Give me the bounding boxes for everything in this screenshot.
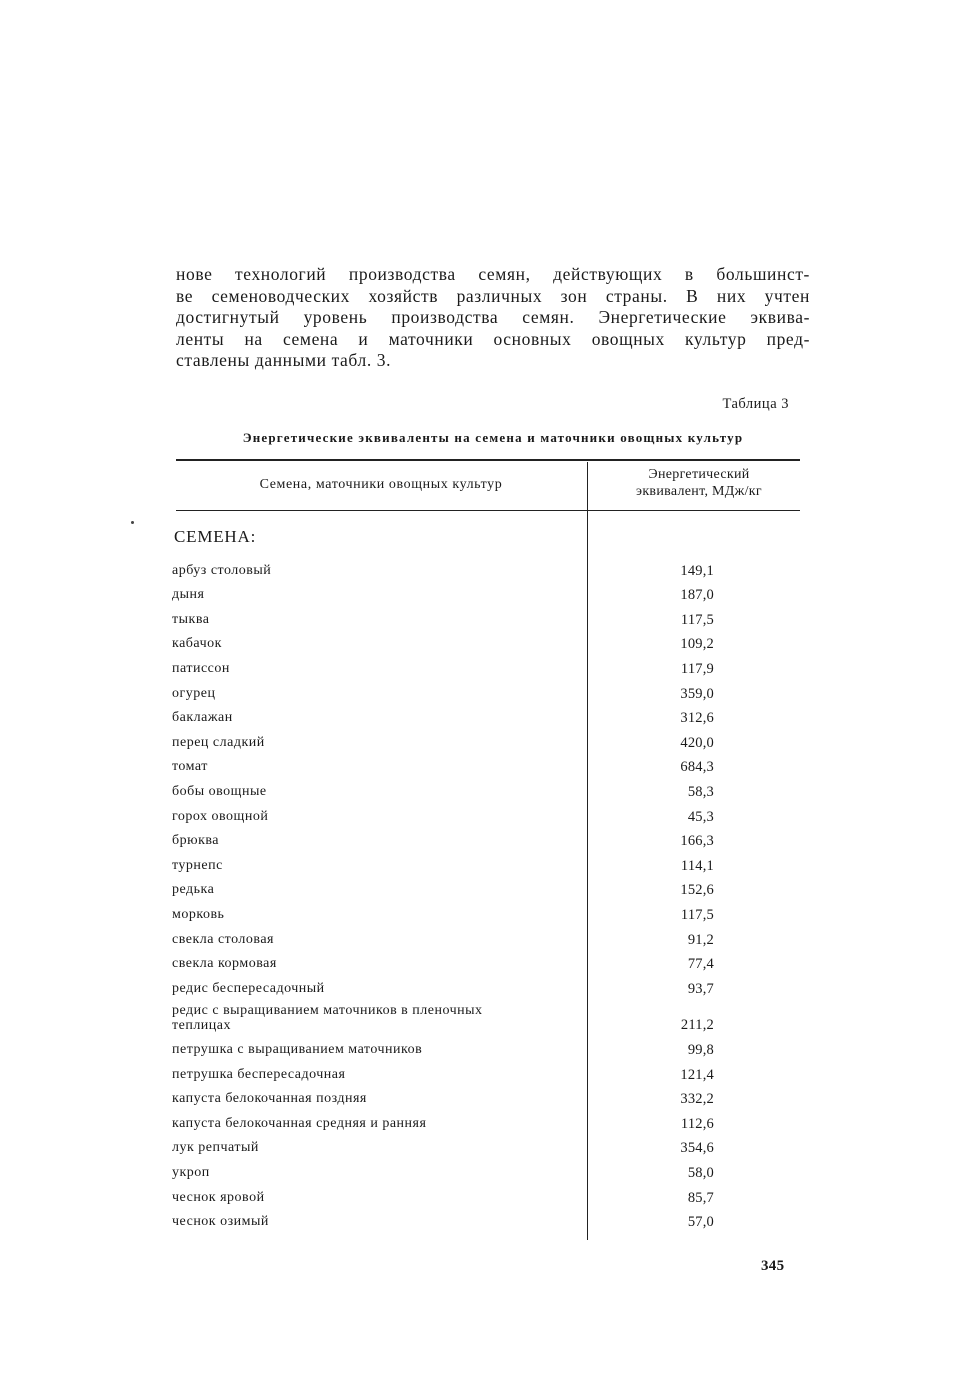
energy-value: 420,0	[680, 734, 714, 751]
table-row	[172, 557, 732, 582]
energy-value: 114,1	[680, 857, 714, 874]
energy-value: 117,5	[680, 611, 714, 628]
table-row	[172, 680, 732, 705]
energy-value: 359,0	[680, 685, 714, 702]
energy-value: 93,7	[687, 980, 714, 997]
crop-name-line2: теплицах	[172, 1018, 232, 1034]
table-row	[172, 926, 732, 951]
crop-name: чеснок озимый	[172, 1214, 269, 1230]
intro-line: достигнутый уровень производства семян. Энергетические эквива-	[176, 307, 810, 327]
table-row	[172, 1061, 732, 1086]
table-row	[172, 803, 732, 828]
energy-value: 77,4	[687, 956, 714, 973]
crop-name: арбуз столовый	[172, 562, 272, 578]
table-row	[172, 1135, 732, 1160]
crop-name: томат	[172, 759, 208, 775]
energy-value: 112,6	[680, 1115, 714, 1132]
crop-name: свекла кормовая	[172, 956, 277, 972]
crop-name: редька	[172, 882, 215, 898]
crop-name: перец сладкий	[172, 734, 265, 750]
table-top-rule	[176, 459, 800, 461]
crop-name: огурец	[172, 685, 216, 701]
section-label-seeds: СЕМЕНА:	[174, 527, 257, 546]
table-row	[172, 951, 732, 976]
column-header-energy-line2: эквивалент, МДж/кг	[636, 484, 762, 499]
scan-speck	[131, 521, 134, 524]
crop-name: петрушка беспересадочная	[172, 1066, 346, 1082]
table-row	[172, 975, 732, 1000]
crop-name: тыква	[172, 611, 210, 627]
crop-name: турнепс	[172, 857, 223, 873]
column-header-crops: Семена, маточники овощных культур	[259, 477, 503, 492]
intro-line: ве семеноводческих хозяйств различных зон страны. В них учтен	[176, 285, 810, 306]
crop-name-line1: редис с выращиванием маточников в пленочных	[172, 1003, 483, 1019]
crop-name: капуста белокочанная поздняя	[172, 1091, 367, 1107]
table-row	[172, 582, 732, 607]
table-row	[172, 1159, 732, 1184]
table-title: Энергетические эквиваленты на семена и маточники овощных культур	[242, 430, 744, 445]
crop-name: кабачок	[172, 636, 222, 652]
table-number-label: Таблица 3	[722, 396, 789, 412]
energy-value: 58,0	[687, 1164, 714, 1181]
energy-value: 187,0	[680, 587, 714, 604]
table-row	[172, 631, 732, 656]
table-row	[172, 1086, 732, 1111]
crop-name: дыня	[172, 587, 205, 603]
energy-value: 166,3	[680, 833, 714, 850]
crop-name: морковь	[172, 906, 225, 922]
energy-value: 211,2	[680, 1017, 714, 1034]
energy-value: 312,6	[680, 710, 714, 727]
energy-value: 684,3	[680, 759, 714, 776]
table-row	[172, 1184, 732, 1209]
energy-value: 121,4	[680, 1066, 714, 1083]
table-row	[172, 729, 732, 754]
table-header-rule	[176, 510, 800, 511]
intro-line: ставлены данными табл. 3.	[176, 350, 392, 370]
energy-value: 149,1	[680, 562, 714, 579]
crop-name: баклажан	[172, 710, 233, 726]
crop-name: капуста белокочанная средняя и ранняя	[172, 1115, 427, 1131]
table-row	[172, 1036, 732, 1061]
energy-value: 354,6	[680, 1140, 714, 1157]
column-header-energy	[594, 466, 804, 500]
table-row	[172, 754, 732, 779]
table-row	[172, 606, 732, 631]
intro-line: нове технологий производства семян, действующих в большинст-	[176, 264, 810, 284]
intro-line: ленты на семена и маточники основных овощных культур пред-	[176, 328, 810, 349]
crop-name: чеснок яровой	[172, 1189, 265, 1205]
energy-value: 91,2	[687, 931, 714, 948]
energy-value: 57,0	[687, 1214, 714, 1231]
crop-name: редис беспересадочный	[172, 980, 325, 996]
table-row	[172, 705, 732, 730]
energy-value: 45,3	[687, 808, 714, 825]
energy-value: 109,2	[680, 636, 714, 653]
crop-name: бобы овощные	[172, 783, 267, 799]
crop-name: патиссон	[172, 660, 230, 676]
crop-name: укроп	[172, 1164, 210, 1180]
column-header-energy-line1: Энергетический	[648, 467, 750, 482]
table-row	[172, 655, 732, 680]
energy-value: 332,2	[680, 1091, 714, 1108]
crop-name	[172, 1003, 483, 1033]
crop-name: брюква	[172, 833, 220, 849]
crop-name: петрушка с выращиванием маточников	[172, 1041, 423, 1057]
energy-value: 85,7	[687, 1189, 714, 1206]
energy-value: 117,5	[680, 906, 714, 923]
energy-value: 58,3	[687, 783, 714, 800]
intro-paragraph	[176, 264, 810, 372]
crop-name: горох овощной	[172, 808, 269, 824]
page-number: 345	[761, 1258, 785, 1274]
crop-name: лук репчатый	[172, 1140, 259, 1156]
crop-name: свекла столовая	[172, 931, 274, 947]
table-row	[172, 1209, 732, 1234]
table-row	[172, 778, 732, 803]
table-row	[172, 828, 732, 853]
table-row	[172, 852, 732, 877]
table-row	[172, 901, 732, 926]
energy-value: 99,8	[687, 1041, 714, 1058]
table-row	[172, 1110, 732, 1135]
table-row	[172, 877, 732, 902]
energy-value: 117,9	[680, 660, 714, 677]
energy-value: 152,6	[680, 882, 714, 899]
table-row	[172, 1000, 732, 1037]
